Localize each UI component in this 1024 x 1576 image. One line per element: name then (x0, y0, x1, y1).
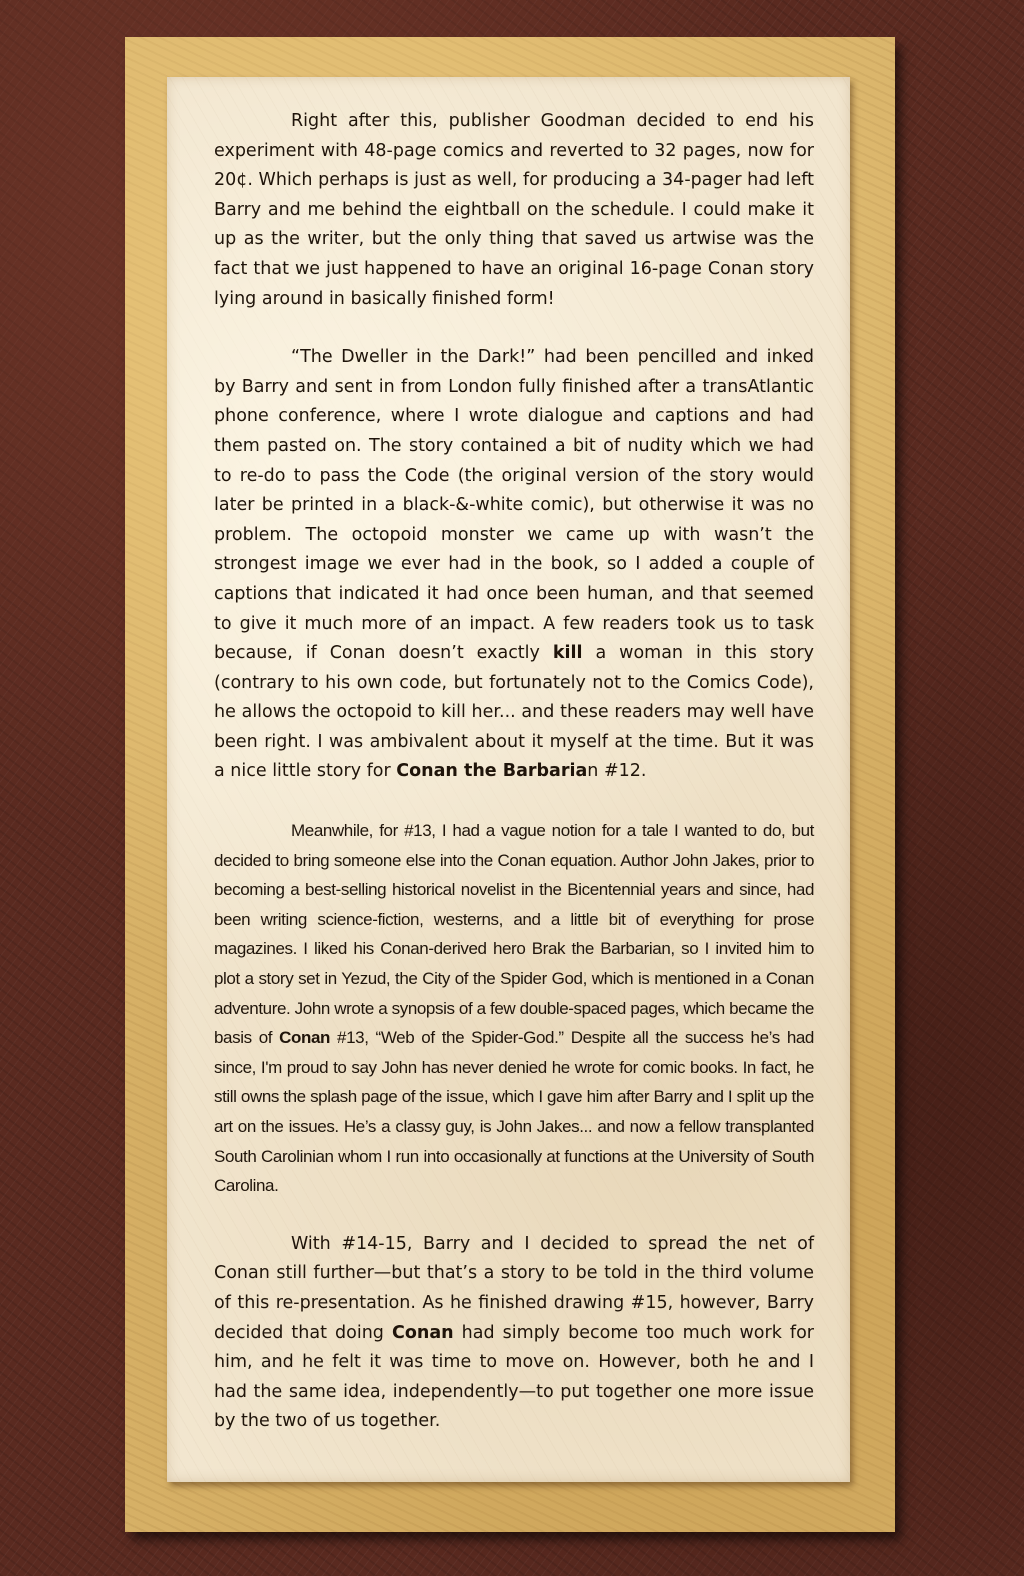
page-frame (125, 37, 895, 1532)
text-segment: “The Dweller in the Dark!” had been pencilled and inked by Barry and sent in from London fully finished after a transAtlantic phone conference, where I wrote dialogue and captions and had them pasted on. The story contained a bit of nudity which we had to re-do to pass the Code (the original version of the story would later be printed in a black-&-white comic), but otherwise it was no problem. The octopoid monster we came up with wasn’t the strongest image we ever had in the book, so I added a couple of captions that indicated it had once been human, and that seemed to give it much more of an impact. A few readers took us to task because, if Conan doesn’t exactly (214, 347, 814, 664)
bold-title-segment: Conan (279, 1028, 331, 1048)
paragraph-2 (214, 343, 814, 787)
bold-title-segment: Conan (392, 1322, 454, 1343)
text-segment: a woman in this story (contrary to his own code, but fortunately not to the Comics Code), he allows the octopoid to kill her... and these readers may well have been right. I was ambivalent about it myself at the time. But it was a nice little story for (214, 643, 815, 782)
bold-text-segment: kill (552, 643, 583, 664)
text-segment: n #12. (587, 761, 647, 782)
text-panel (167, 77, 850, 1482)
text-segment: had simply become too much work for him, and he felt it was time to move on. However, both he and I had the same idea, independently—to put together one more issue by the two of us together. (214, 1322, 814, 1432)
bold-title-segment: Conan the Barbaria (396, 761, 588, 782)
paragraph-4 (214, 1230, 814, 1437)
text-segment: With #14-15, Barry and I decided to spread the net of Conan still further—but that’s a story to be told in the third volume of this re-presentation. As he finished drawing #15, however, Barry decided that doing (214, 1233, 814, 1343)
paragraph-1 (214, 107, 814, 314)
paragraph-3 (214, 816, 814, 1201)
article-body (214, 107, 814, 1466)
text-segment: #13, “Web of the Spider-God.” Despite all the success he’s had since, I'm proud to say John has never denied he wrote for comic books. In fact, he still owns the splash page of the issue, which I gave him after Barry and I split up the art on the issues. He’s a classy guy, is John Jakes... and now a fellow transplanted South Carolinian whom I run into occasionally at functions at the University of South Carolina. (214, 1028, 814, 1196)
text-segment: Meanwhile, for #13, I had a vague notion for a tale I wanted to do, but decided to bring someone else into the Conan equation. Author John Jakes, prior to becoming a best-selling historical novelist in the Bicentennial years and since, had been writing science-fiction, westerns, and a little bit of everything for prose magazines. I liked his Conan-derived hero Brak the Barbarian, so I invited him to plot a story set in Yezud, the City of the Spider God, which is mentioned in a Conan adventure. John wrote a synopsis of a few double-spaced pages, which became the basis of (214, 821, 814, 1048)
text-segment: Right after this, publisher Goodman decided to end his experiment with 48-page comics and reverted to 32 pages, now for 20¢. Which perhaps is just as well, for producing a 34-pager had left Barry and me behind the eightball on the schedule. I could make it up as the writer, but the only thing that saved us artwise was the fact that we just happened to have an original 16-page Conan story lying around in basically finished form! (214, 111, 814, 309)
